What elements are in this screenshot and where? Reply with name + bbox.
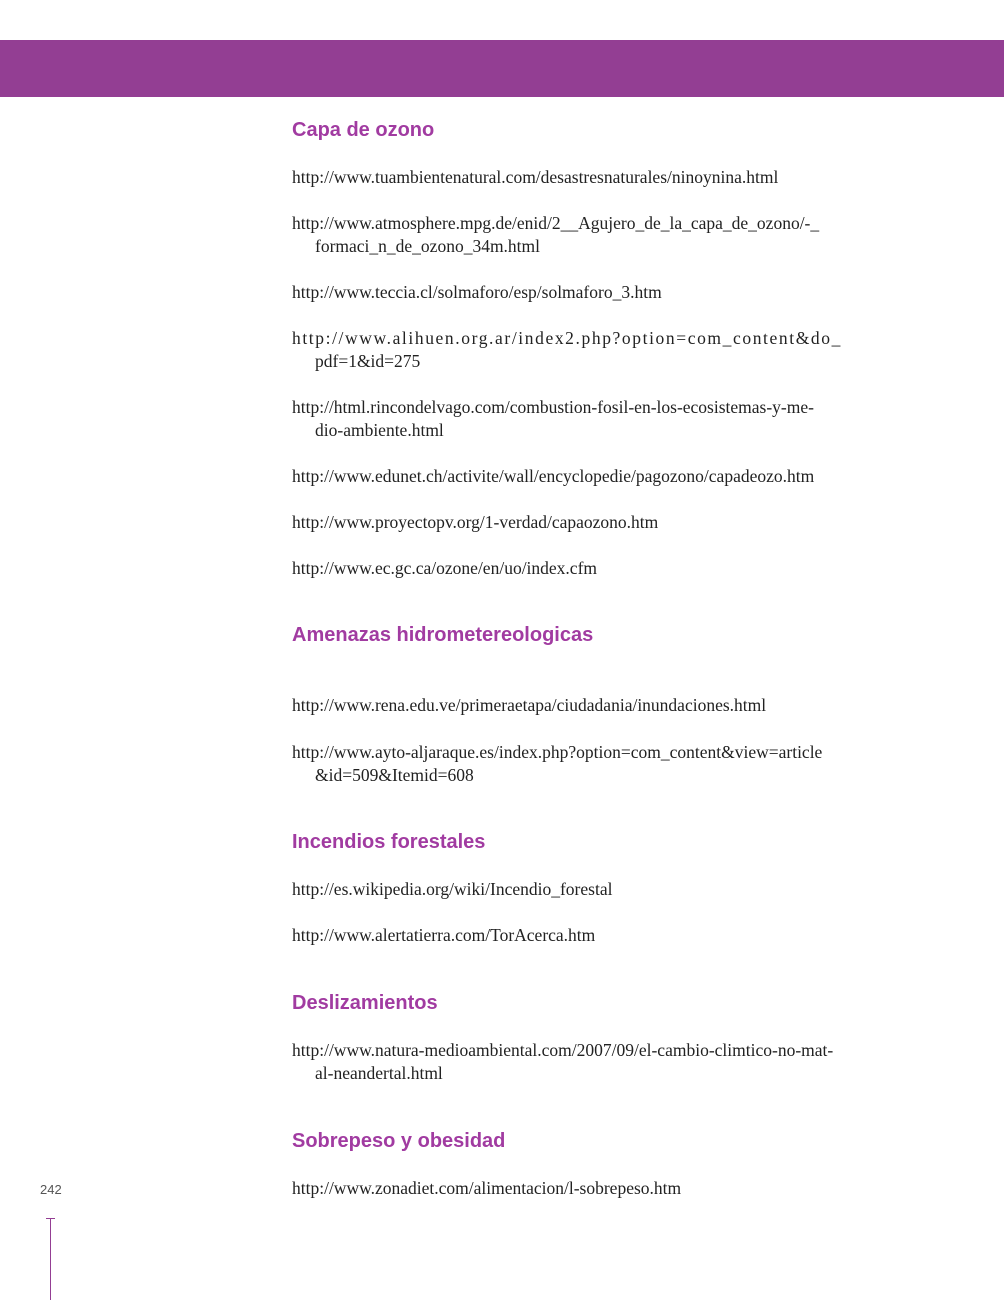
reference-link[interactable]: [292, 166, 890, 189]
reference-link[interactable]: [292, 511, 890, 534]
header-color-band: [0, 40, 1004, 97]
margin-rule: [50, 1218, 51, 1300]
reference-link[interactable]: [292, 465, 890, 488]
reference-link-line: http://www.edunet.ch/activite/wall/encyclopedie/pagozono/capadeozo.htm: [292, 466, 815, 486]
reference-link-line: http://www.ec.gc.ca/ozone/en/uo/index.cfm: [292, 558, 598, 578]
reference-link-line-continuation: formaci_n_de_ozono_34m.html: [315, 236, 541, 256]
reference-link-line: http://www.ayto-aljaraque.es/index.php?option=com_content&view=article: [292, 742, 823, 762]
section-heading-incendios-forestales: Incendios forestales: [292, 831, 486, 853]
reference-link[interactable]: [292, 212, 890, 258]
section-heading-deslizamientos: Deslizamientos: [292, 992, 438, 1014]
reference-link-line: http://www.teccia.cl/solmaforo/esp/solmaforo_3.htm: [292, 282, 662, 302]
reference-link-line: http://www.atmosphere.mpg.de/enid/2__Agujero_de_la_capa_de_ozono/-_: [292, 213, 820, 233]
section-heading-sobrepeso-y-obesidad: Sobrepeso y obesidad: [292, 1130, 506, 1152]
reference-link-line: http://www.alihuen.org.ar/index2.php?option=com_content&do_: [292, 328, 842, 348]
reference-link[interactable]: [292, 694, 890, 717]
reference-link[interactable]: [292, 396, 890, 442]
reference-link-line: http://www.tuambientenatural.com/desastresnaturales/ninoynina.html: [292, 167, 779, 187]
reference-link[interactable]: [292, 741, 890, 787]
reference-link-line-continuation: al-neandertal.html: [315, 1063, 443, 1083]
section-heading-capa-de-ozono: Capa de ozono: [292, 119, 435, 141]
reference-link[interactable]: [292, 878, 890, 901]
reference-link-line: http://www.rena.edu.ve/primeraetapa/ciudadania/inundaciones.html: [292, 695, 767, 715]
reference-link[interactable]: [292, 1177, 890, 1200]
page-number: 242: [40, 1182, 62, 1197]
reference-link[interactable]: [292, 924, 890, 947]
reference-link-line-continuation: dio-ambiente.html: [315, 420, 444, 440]
reference-link-line: http://www.natura-medioambiental.com/2007/09/el-cambio-climtico-no-mat-: [292, 1040, 834, 1060]
reference-link-line: http://es.wikipedia.org/wiki/Incendio_forestal: [292, 879, 613, 899]
reference-link[interactable]: [292, 1039, 890, 1085]
reference-link[interactable]: [292, 557, 890, 580]
reference-link-line: http://www.proyectopv.org/1-verdad/capaozono.htm: [292, 512, 659, 532]
reference-link-line: http://www.zonadiet.com/alimentacion/l-sobrepeso.htm: [292, 1178, 682, 1198]
reference-link[interactable]: [292, 327, 890, 373]
section-heading-amenazas-hidrometereologicas: Amenazas hidrometereologicas: [292, 624, 594, 646]
reference-link-line: http://www.alertatierra.com/TorAcerca.htm: [292, 925, 596, 945]
reference-link-line-continuation: &id=509&Itemid=608: [315, 765, 474, 785]
reference-link-line-continuation: pdf=1&id=275: [315, 351, 421, 371]
reference-link-line: http://html.rincondelvago.com/combustion-fosil-en-los-ecosistemas-y-me-: [292, 397, 814, 417]
reference-link[interactable]: [292, 281, 890, 304]
